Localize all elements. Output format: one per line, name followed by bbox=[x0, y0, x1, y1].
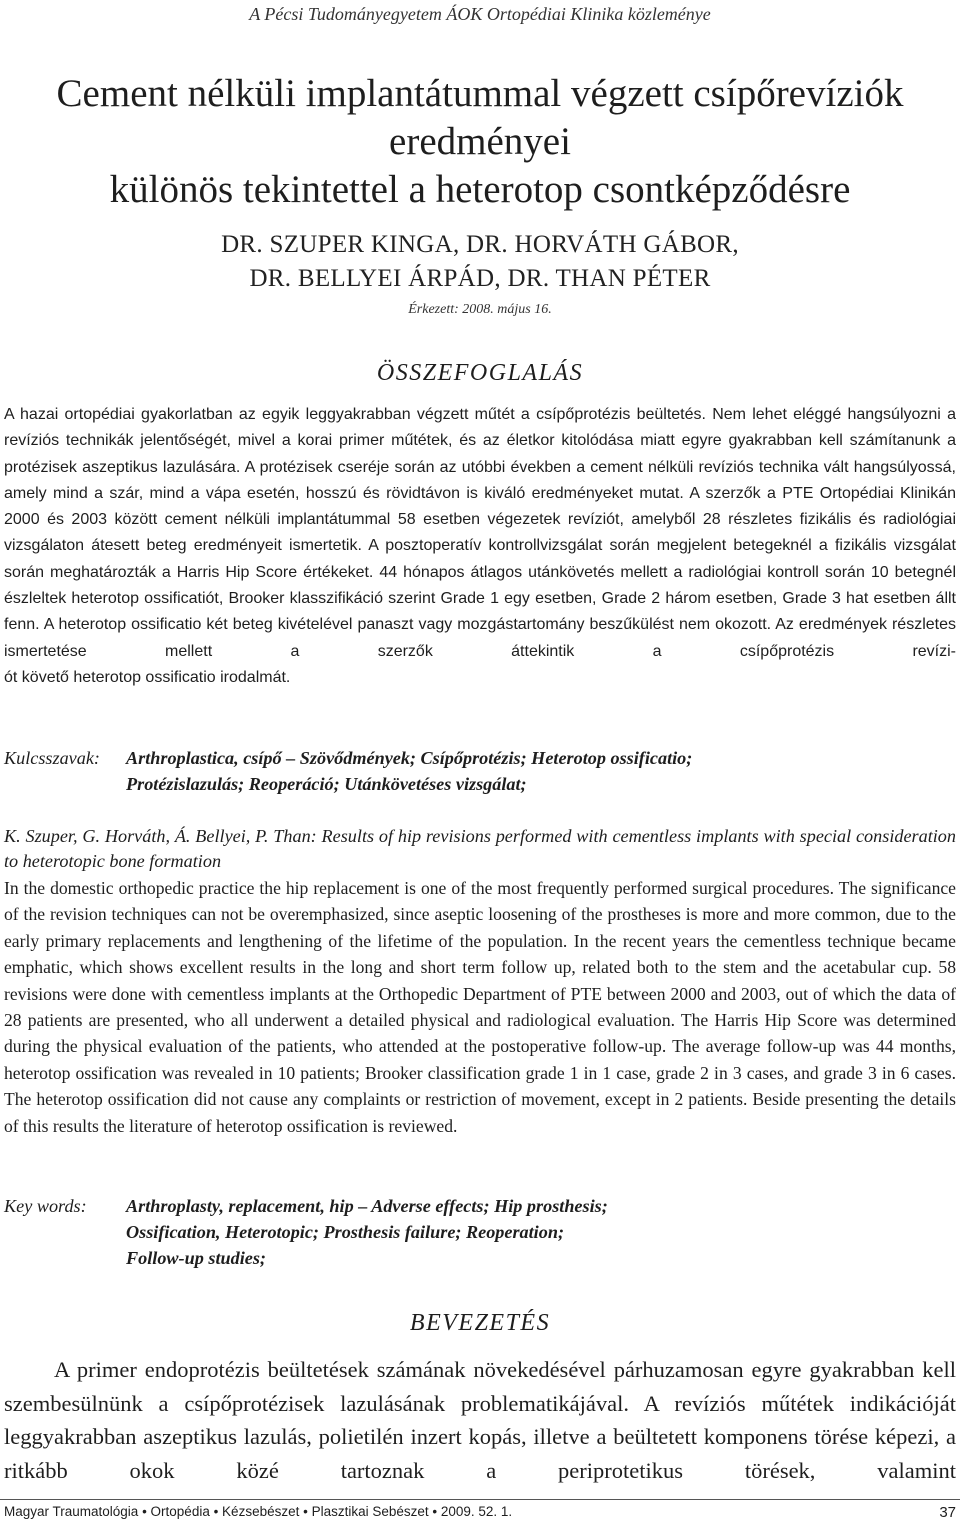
keywords-hu-label: Kulcsszavak: bbox=[4, 748, 100, 768]
footer-divider bbox=[0, 1499, 960, 1500]
keywords-english bbox=[0, 1193, 960, 1275]
page-footer bbox=[4, 1504, 956, 1519]
summary-heading: ÖSSZEFOGLALÁS bbox=[376, 360, 584, 386]
author-list bbox=[0, 228, 960, 296]
keywords-en-label: Key words: bbox=[4, 1196, 87, 1216]
authors-line-1: DR. SZUPER KINGA, DR. HORVÁTH GÁBOR, bbox=[221, 231, 739, 258]
article-title bbox=[0, 70, 960, 214]
keywords-hu-line-2: Protézislazulás; Reoperáció; Utánkövetéses vizsgálat; bbox=[126, 774, 527, 794]
keywords-hu-text bbox=[126, 745, 956, 797]
title-line-3: különös tekintettel a heterotop csontképződésre bbox=[109, 168, 851, 211]
intro-text: A primer endoprotézis beültetések számának növekedésével párhuzamosan egyre gyakrabban kell szembesülnünk a csípőprotézisek lazulásának problematikájával. A revíziós műtétek indikációját leggyakrabban aszeptikus lazulás, polietilén inzert kopás, illetve a beültetett komponens törése képezi, a ritkább okok közé tartoznak a periprotetikus törések, valamint bbox=[4, 1357, 956, 1483]
keywords-hungarian bbox=[0, 745, 960, 801]
abstract-hu-body: A hazai ortopédiai gyakorlatban az egyik leggyakrabban végzett műtét a csípőprotézis beültetés. Nem lehet eléggé hangsúlyozni a revíziós technikák jelentőségét, mivel a korai primer műtétek, és az életkor kitolódása miatt egyre gyakrabban kell számítanunk a protézisek aszeptikus lazulására. A protézisek cseréje során az utóbbi években a cement nélküli revíziós technika vált hangsúlyossá, amely mind a szár, mind a vápa esetén, hosszú és rövidtávon is kiváló eredményeket mutat. A szerzők a PTE Ortopédiai Klinikán 2000 és 2003 között cement nélküli implantátummal 58 esetben végezetek revíziót, amelyből 28 részletes fizikális és radiológiai vizsgálaton átesett beteg eredményeit ismertetik. A posztoperatív kontrollvizsgálat során megjelent betegeknél a fizikális vizsgálat során meghatározták a Harris Hip Score értékeket. 44 hónapos átlagos utánkövetés mellett a radiológiai kontroll során 10 betegnél észleltek heterotop ossificatiót, Brooker klasszifikáció szerint Grade 1 egy esetben, Grade 2 három esetben, Grade 3 hat esetben állt fenn. A heterotop ossificatio két beteg kivételével panaszt vagy mozgástartomány beszűkülést nem okozott. Az eredmények részletes ismertetése mellett a szerzők áttekintik a csípőprotézis revízi- bbox=[4, 406, 956, 660]
footer-journal: Magyar Traumatológia • Ortopédia • Kézsebészet • Plasztikai Sebészet • 2009. 52. 1. bbox=[4, 1504, 513, 1519]
intro-heading: BEVEZETÉS bbox=[409, 1310, 551, 1336]
keywords-en-line-1: Arthroplasty, replacement, hip – Adverse effects; Hip prosthesis; bbox=[126, 1196, 608, 1216]
abstract-english: In the domestic orthopedic practice the hip replacement is one of the most frequently performed surgical procedures. The significance of the revision techniques can not be overemphasized, since aseptic loosening of the prostheses is more and more common, due to the early primary replacements and lengthening of the lifetime of the population. In the recent years the cementless technique became emphatic, which shows excellent results in the long and short term follow up, related both to the stem and the acetabular cup. 58 revisions were done with cementless implants at the Orthopedic Department of PTE between 2000 and 2003, out of which the data of 28 patients are presented, who all underwent a detailed physical and radiological evaluation. The Harris Hip Score was determined during the physical evaluation of the patients, who attended at the postoperative follow-up. The average follow-up was 44 months, heterotop ossification was revealed in 10 patients; Brooker classification grade 1 in 1 case, grade 2 in 3 cases, and grade 3 in 6 cases. The heterotop ossification did not cause any complaints or restriction of movement, except in 2 patients. Beside presenting the details of this results the literature of heterotop ossification is reviewed. bbox=[4, 878, 956, 1136]
page-number: 37 bbox=[939, 1504, 956, 1521]
english-citation: K. Szuper, G. Horváth, Á. Bellyei, P. Than: Results of hip revisions performed with cementless implants with special consideration to heterotopic bone formation bbox=[4, 826, 956, 871]
intro-paragraph bbox=[4, 1353, 956, 1487]
title-line-1: Cement nélküli implantátummal végzett csípőrevíziók bbox=[56, 72, 904, 115]
keywords-en-line-3: Follow-up studies; bbox=[126, 1248, 266, 1268]
title-line-2: eredményei bbox=[389, 120, 571, 163]
abstract-hungarian bbox=[4, 402, 956, 691]
keywords-hu-line-1: Arthroplastica, csípő – Szövődmények; Csípőprotézis; Heterotop ossificatio; bbox=[126, 748, 693, 768]
authors-line-2: DR. BELLYEI ÁRPÁD, DR. THAN PÉTER bbox=[249, 265, 711, 292]
keywords-en-line-2: Ossification, Heterotopic; Prosthesis failure; Reoperation; bbox=[126, 1222, 565, 1242]
abstract-hu-last-line: ót követő heterotop ossificatio irodalmát. bbox=[4, 668, 291, 686]
received-date: Érkezett: 2008. május 16. bbox=[408, 302, 552, 317]
running-head: A Pécsi Tudományegyetem ÁOK Ortopédiai Klinika közleménye bbox=[249, 4, 711, 24]
keywords-en-text bbox=[126, 1193, 956, 1271]
